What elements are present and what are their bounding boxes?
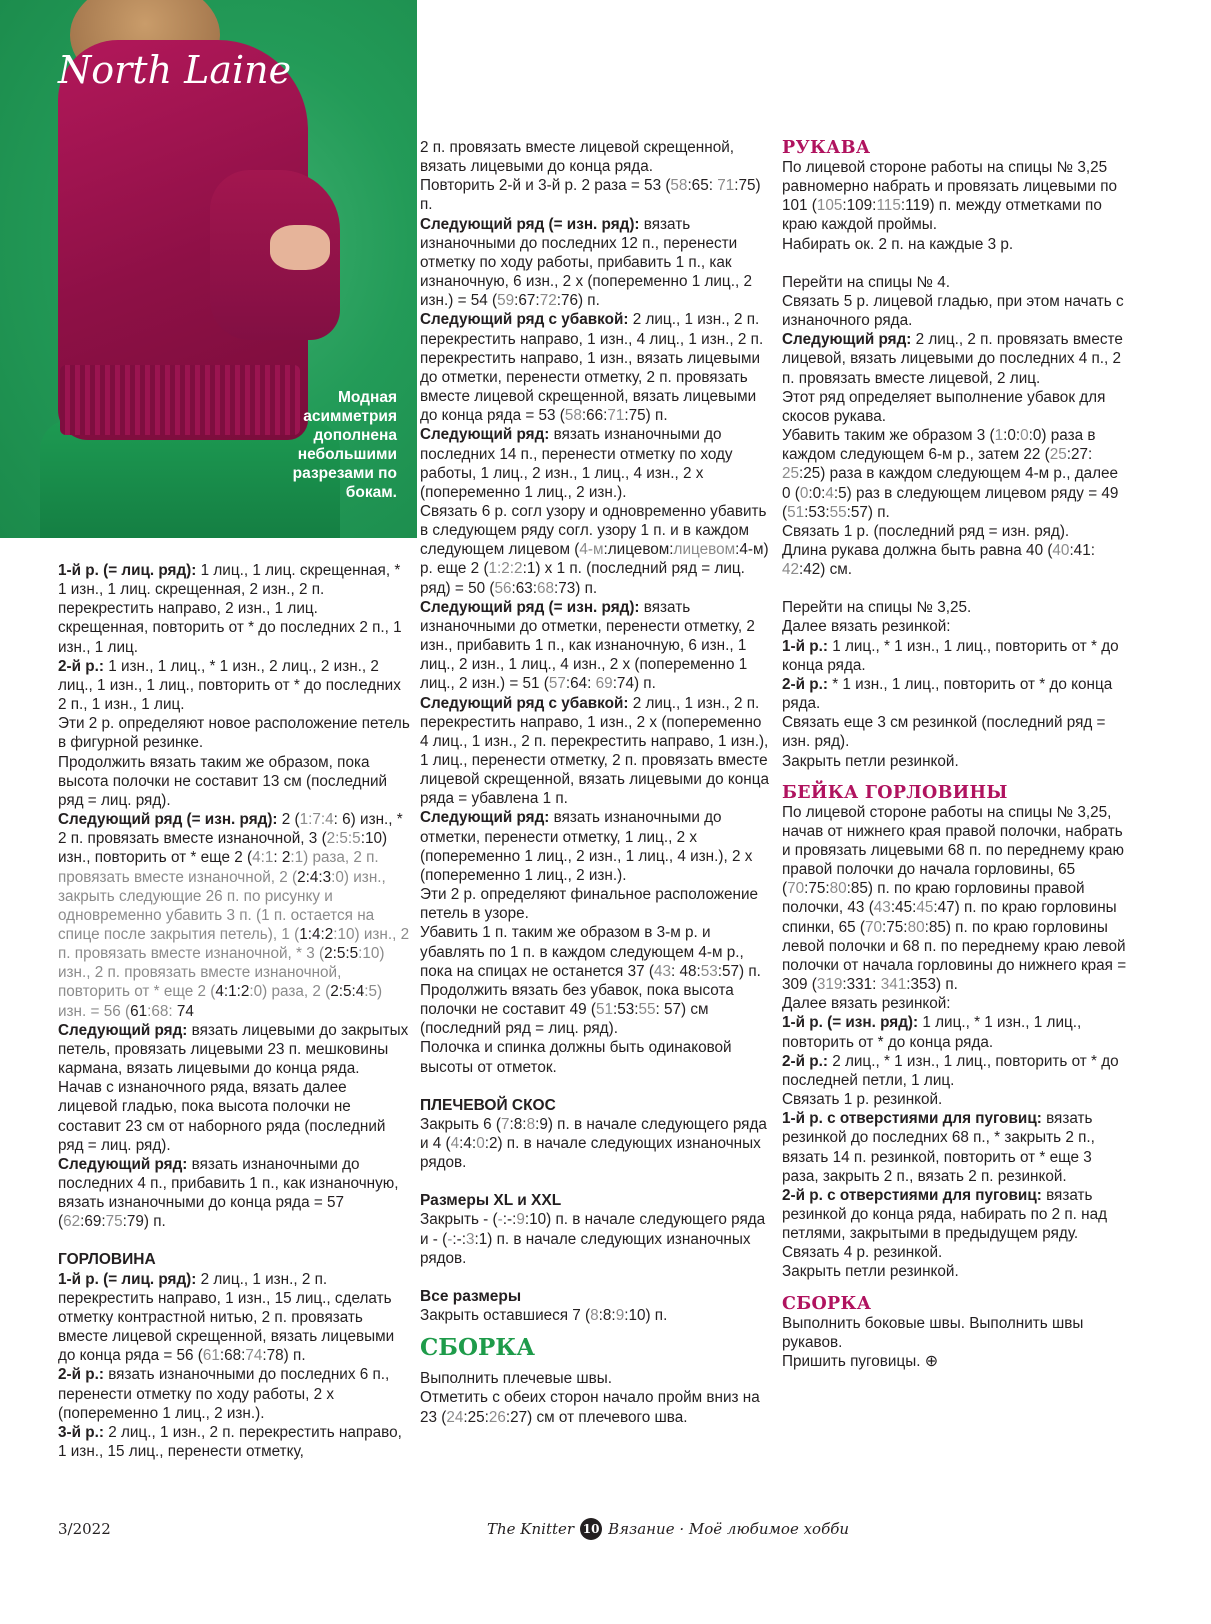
paragraph: Этот ряд определяет выполнение убавок для скосов рукава.	[782, 388, 1106, 425]
paragraph: 1-й р. (= изн. ряд): 1 лиц., * 1 изн., 1 лиц., повторить от * до конца ряда.	[782, 1014, 1082, 1051]
paragraph: 1-й р. (= лиц. ряд): 2 лиц., 1 изн., 2 п. перекрестить направо, 1 изн., 15 лиц., сделать отметку контрастной нитью, 2 п. провязать вместе лицевой скрещенной, вязать лицевыми до конца ряда = 56 (61:68:74:78) п.	[58, 1270, 395, 1365]
paragraph: 2-й р. с отверстиями для пуговиц: вязать резинкой до конца ряда, набирать по 2 п. над петлями, закрытыми в предыдущем ряду.	[782, 1186, 1108, 1243]
paragraph: Убавить таким же образом 3 (1:0:0:0) раза в каждом следующем 6-м р., затем 22 (25:27: 25:25) раза в каждом следующем 4-м р., далее 0 (0:0:4:5) раз в следующем лицевом ряду = 49 (51:53:55:57) п.	[782, 427, 1119, 521]
magazine-tagline: Вязание · Моё любимое хобби	[608, 1520, 850, 1538]
paragraph: Связать 1 р. резинкой.	[782, 1091, 943, 1109]
issue-number: 3/2022	[58, 1520, 111, 1538]
paragraph: Связать 5 р. лицевой гладью, при этом начать с изнаночного ряда.	[782, 292, 1124, 330]
paragraph: Следующий ряд: 2 лиц., 2 п. провязать вместе лицевой, вязать лицевыми до последних 4 п., 2 п. провязать вместе лицевой, 2 лиц.	[782, 331, 1123, 387]
end-mark-icon: ⊕	[924, 1352, 939, 1370]
paragraph: Убавить 1 п. таким же образом в 3-м р. и убавлять по 1 п. в каждом следующем 4-м р., пока на спицах не останется 37 (43: 48:53:57) п.	[420, 924, 761, 980]
paragraph: Следующий ряд: вязать изнаночными до последних 4 п., прибавить 1 п., как изнаночную, вязать изнаночными до конца ряда = 57 (62:69:75:79) п.	[58, 1155, 399, 1231]
paragraph: Далее вязать резинкой:	[782, 618, 951, 636]
paragraph: Начав с изнаночного ряда, вязать далее лицевой гладью, пока высота полочки не составит 23 см от наборного ряда (последний ряд = лиц. ряд).	[58, 1079, 386, 1154]
text-column-3	[782, 138, 1127, 1371]
model-hands	[270, 225, 330, 270]
paragraph: Следующий ряд (= изн. ряд): 2 (1:7:4: 6) изн., * 2 п. провязать вместе изнаночной, 3 (2:5:5:10) изн., повторить от * еще 2 (4:1: 2:1) раза, 2 п. провязать вместе изнаночной, 2 (2:4:3:0) изн., закрыть следующие 26 п. по рисунку и одновременно убавить 3 п. (1 п. остается на спице после закрытия петель), 1 (1:4:2:10) изн., 2 п. провязать вместе изнаночной, * 3 (2:5:5:10) изн., 2 п. провязать вместе изнаночной, повторить от * еще 2 (4:1:2:0) раза, 2 (2:5:4:5) изн. = 56 (61:68: 74	[58, 811, 410, 1020]
paragraph: Связать 4 р. резинкой.	[782, 1244, 943, 1262]
paragraph: Эти 2 р. определяют новое расположение петель в фигурной резинке.	[58, 715, 410, 752]
paragraph: Связать еще 3 см резинкой (последний ряд = изн. ряд).	[782, 714, 1106, 751]
paragraph: Выполнить плечевые швы.	[420, 1370, 613, 1388]
paragraph: Далее вязать резинкой:	[782, 995, 951, 1013]
paragraph: Связать 1 р. (последний ряд = изн. ряд).	[782, 522, 1070, 540]
paragraph: Следующий ряд с убавкой: 2 лиц., 1 изн., 2 п. перекрестить направо, 1 изн., 4 лиц., 1 изн., 2 п. перекрестить направо, 1 изн., вязать лицевыми до отметки, перенести отметку, 2 п. провязать вместе лицевой скрещенной, вязать лицевыми до конца ряда = 53 (58:66:71:75) п.	[420, 311, 764, 425]
paragraph: Перейти на спицы № 4.	[782, 273, 950, 291]
paragraph: Выполнить боковые швы. Выполнить швы рукавов.	[782, 1314, 1084, 1351]
paragraph: Следующий ряд (= изн. ряд): вязать изнаночными до последних 12 п., перенести отметку по ходу работы, прибавить 1 п., как изнаночную, 6 изн., 2 х (попеременно 1 лиц., 2 изн.) = 54 (59:67:72:76) п.	[420, 215, 752, 310]
paragraph: Следующий ряд (= изн. ряд): вязать изнаночными до отметки, перенести отметку, 2 изн., прибавить 1 п., как изнаночную, 6 изн., 1 лиц., 2 изн., 1 лиц., 4 изн., 2 х (попеременно 1 лиц., 2 изн.) = 51 (57:64: 69:74) п.	[420, 598, 755, 693]
paragraph: По лицевой стороне работы на спицы № 3,25, начав от нижнего края правой полочки, набрать и провязать лицевыми 68 п. по переднему краю правой полочки до начала горловины, 65 (70:75:80:85) п. по краю горловины правой полочки, 43 (43:45:45:47) п. по краю горловины спинки, 65 (70:75:80:85) п. по краю горловины левой полочки и 68 п. по переднему краю левой полочки от начала горловины до нижнего края = 309 (319:331: 341:353) п.	[782, 803, 1127, 994]
paragraph: 2-й р.: 2 лиц., * 1 изн., 1 лиц., повторить от * до последней петли, 1 лиц.	[782, 1052, 1119, 1089]
paragraph: По лицевой стороне работы на спицы № 3,25 равномерно набрать и провязать лицевыми по 101 (105:109:115:119) п. между отметками по краю каждой проймы.	[782, 159, 1117, 234]
paragraph: Продолжить вязать без убавок, пока высота полочки не составит 49 (51:53:55: 57) см (последний ряд = лиц. ряд).	[420, 981, 734, 1038]
paragraph: Эти 2 р. определяют финальное расположение петель в узоре.	[420, 886, 759, 923]
paragraph: Перейти на спицы № 3,25.	[782, 599, 972, 617]
paragraph: Закрыть петли резинкой.	[782, 1263, 959, 1281]
section-heading-neckline: ГОРЛОВИНА	[58, 1251, 156, 1269]
section-heading-shoulder: ПЛЕЧЕВОЙ СКОС	[420, 1096, 556, 1114]
paragraph: Закрыть оставшиеся 7 (8:8:9:10) п.	[420, 1307, 668, 1325]
paragraph: 2-й р.: 1 изн., 1 лиц., * 1 изн., 2 лиц., 2 изн., 2 лиц., 1 изн., 1 лиц., повторить от * до последних 2 п., 1 изн., 1 лиц.	[58, 657, 401, 714]
paragraph: 2-й р.: * 1 изн., 1 лиц., повторить от * до конца ряда.	[782, 675, 1113, 713]
paragraph: Набирать ок. 2 п. на каждые 3 р.	[782, 235, 1014, 253]
section-heading-all-sizes: Все размеры	[420, 1287, 522, 1305]
paragraph: Закрыть петли резинкой.	[782, 752, 959, 770]
paragraph: Связать 6 р. согл узору и одновременно убавить в следующем ряду согл. узору 1 п. и в каждом следующем лицевом (4-м:лицевом:лицевом:4-м) р. еще 2 (1:2:2:1) х 1 п. (последний ряд = лиц. ряд) = 50 (56:63:68:73) п.	[420, 502, 769, 597]
paragraph: 3-й р.: 2 лиц., 1 изн., 2 п. перекрестить направо, 1 изн., 15 лиц., перенести отметку,	[58, 1423, 402, 1461]
paragraph: Повторить 2-й и 3-й р. 2 раза = 53 (58:65: 71:75) п.	[420, 177, 761, 214]
text-column-2	[420, 138, 770, 1427]
photo-caption: Модная асимметрия дополнена небольшими разрезами по бокам.	[292, 389, 397, 501]
section-heading-assembly: СБОРКА	[420, 1334, 535, 1362]
paragraph: 1-й р.: 1 лиц., * 1 изн., 1 лиц., повторить от * до конца ряда.	[782, 637, 1119, 674]
paragraph: 1-й р. с отверстиями для пуговиц: вязать резинкой до последних 68 п., * закрыть 2 п., вязать 14 п. резинкой, повторить от * еще 3 раза, закрыть 2 п., вязать 2 п. резинкой.	[782, 1110, 1095, 1185]
pattern-title: North Laine	[58, 48, 292, 92]
cover-photo	[0, 0, 417, 538]
paragraph: 1-й р. (= лиц. ряд): 1 лиц., 1 лиц. скрещенная, * 1 изн., 1 лиц. скрещенная, 2 изн., 2 п. перекрестить направо, 2 изн., 1 лиц. скрещенная, повторить от * до последних 2 п., 1 изн., 1 лиц.	[58, 562, 402, 656]
paragraph: Пришить пуговицы. ⊕	[782, 1352, 939, 1370]
page-number: 10	[580, 1518, 602, 1540]
section-heading-assembly-2: СБОРКА	[782, 1293, 872, 1314]
paragraph: Закрыть - (-:-:9:10) п. в начале следующего ряда и - (-:-:3:1) п. в начале следующих изнаночных рядов.	[420, 1211, 766, 1267]
paragraph: Длина рукава должна быть равна 40 (40:41: 42:42) см.	[782, 541, 1095, 579]
section-heading-sleeves: РУКАВА	[782, 138, 871, 158]
section-heading-xl: Размеры XL и XXL	[420, 1192, 562, 1210]
paragraph: Следующий ряд: вязать изнаночными до отметки, перенести отметку, 1 лиц., 2 х (попеременно 1 лиц., 2 изн., 1 лиц., 4 изн.), 2 х (попеременно 1 лиц., 2 изн.).	[420, 809, 753, 884]
paragraph: Следующий ряд с убавкой: 2 лиц., 1 изн., 2 п. перекрестить направо, 1 изн., 2 х (попеременно 4 лиц., 1 изн., 2 п. перекрестить направо, 1 изн.), 1 лиц., перенести отметку, 2 п. провязать вместе лицевой скрещенной, вязать лицевыми до конца ряда = убавлена 1 п.	[420, 694, 769, 808]
text-column-1	[58, 561, 410, 1461]
paragraph: Отметить с обеих сторон начало пройм вниз на 23 (24:25:26:27) см от плечевого шва.	[420, 1389, 760, 1426]
paragraph: Следующий ряд: вязать изнаночными до последних 14 п., перенести отметку по ходу работы, 1 лиц., 2 изн., 1 лиц., 4 изн., 2 х (попеременно 1 лиц., 2 изн.).	[420, 426, 733, 501]
paragraph: Следующий ряд: вязать лицевыми до закрытых петель, провязать лицевыми 23 п. мешковины кармана, вязать лицевыми до конца ряда.	[58, 1021, 409, 1078]
magazine-brand: The Knitter	[487, 1520, 575, 1538]
page-footer	[487, 1518, 849, 1540]
paragraph: Продолжить вязать таким же образом, пока высота полочки не составит 13 см (последний ряд = лиц. ряд).	[58, 753, 388, 809]
paragraph: Закрыть 6 (7:8:8:9) п. в начале следующего ряда и 4 (4:4:0:2) п. в начале следующих изнаночных рядов.	[420, 1115, 767, 1172]
paragraph: Полочка и спинка должны быть одинаковой высоты от отметок.	[420, 1039, 732, 1076]
section-heading-neckband: БЕЙКА ГОРЛОВИНЫ	[782, 782, 1008, 803]
paragraph: 2-й р.: вязать изнаночными до последних 6 п., перенести отметку по ходу работы, 2 х (попеременно 1 лиц., 2 изн.).	[58, 1366, 390, 1422]
paragraph: 2 п. провязать вместе лицевой скрещенной, вязать лицевыми до конца ряда.	[420, 139, 735, 176]
